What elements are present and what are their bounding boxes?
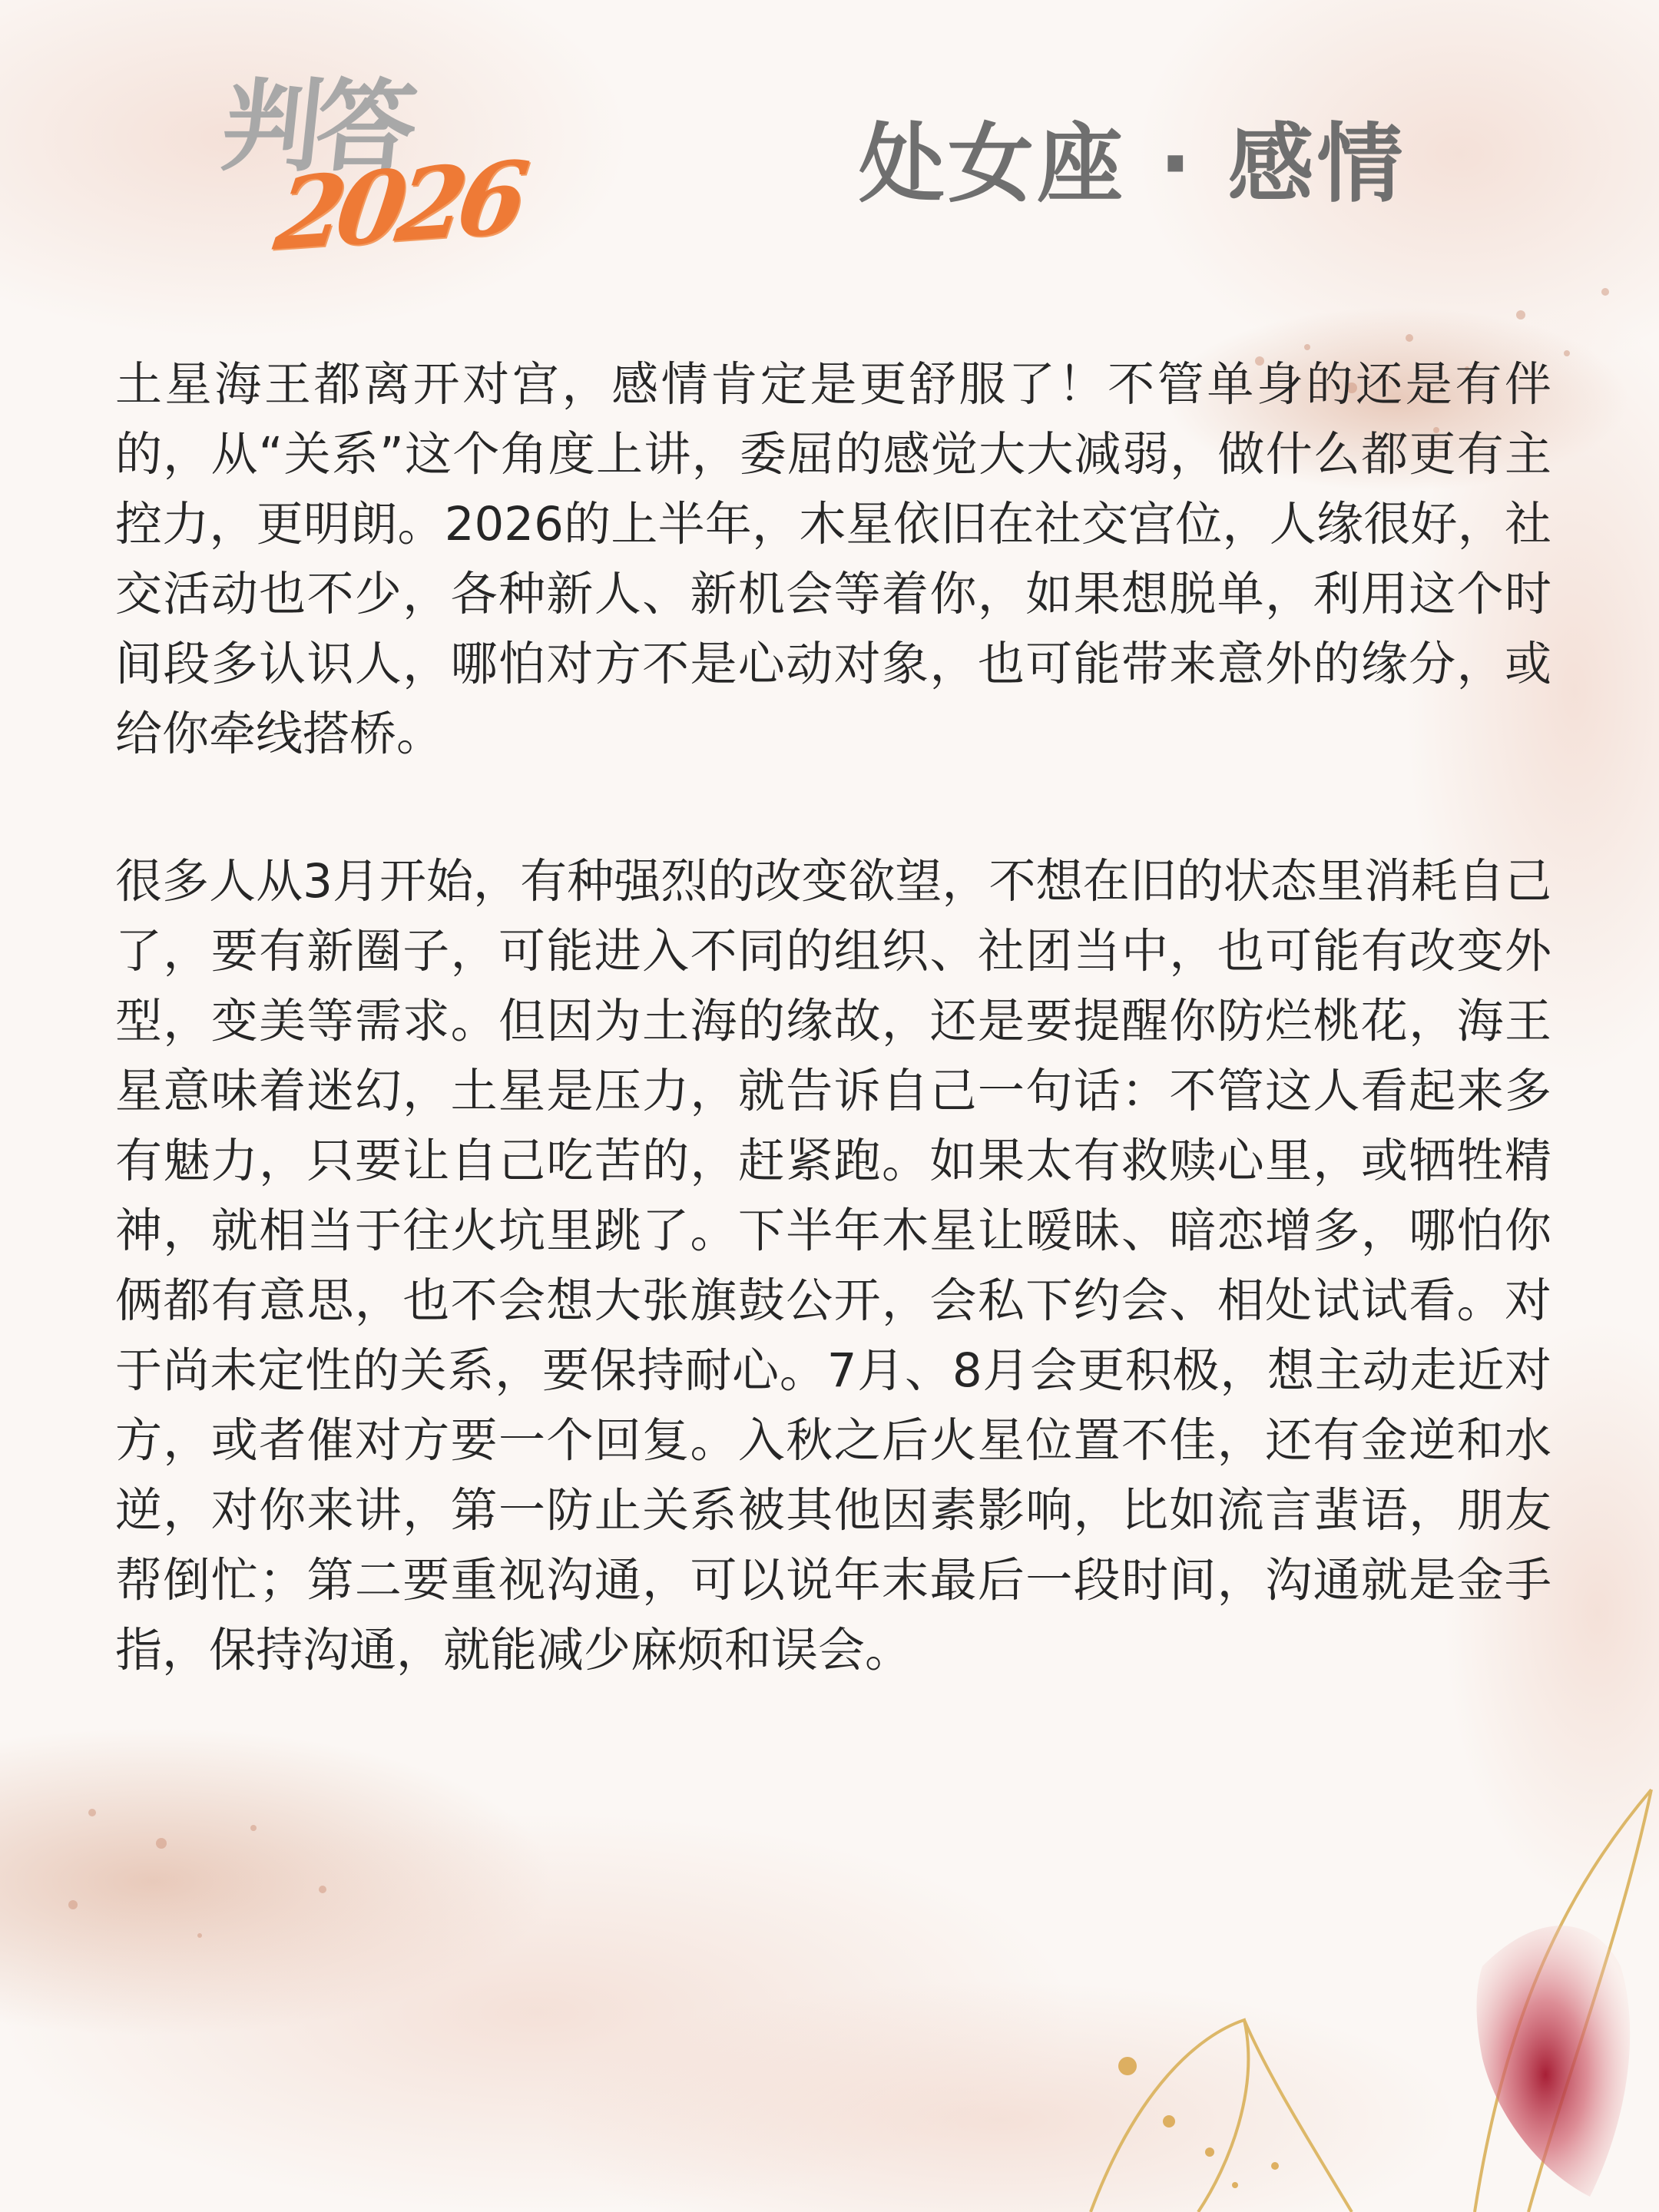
paragraph-2: 很多人从3月开始，有种强烈的改变欲望，不想在旧的状态里消耗自己了，要有新圈子，可能进入不同的组织、社团当中，也可能有改变外型，变美等需求。但因为土海的缘故，还是要提醒你防烂桃花，海王星意味着迷幻，土星是压力，就告诉自己一句话：不管这人看起来多有魅力，只要让自己吃苦的，赶紧跑。如果太有救赎心里，或牺牲精神，就相当于往火坑里跳了。下半年木星让暧昧、暗恋增多，哪怕你俩都有意思，也不会想大张旗鼓公开，会私下约会、相处试试看。对于尚未定性的关系，要保持耐心。7月、8月会更积极，想主动走近对方，或者催对方要一个回复。入秋之后火星位置不佳，还有金逆和水逆，对你来讲，第一防止关系被其他因素影响，比如流言蜚语，朋友帮倒忙；第二要重视沟通，可以说年末最后一段时间，沟通就是金手指，保持沟通，就能减少麻烦和误会。 (115, 854, 1551, 1677)
paragraph-1: 土星海王都离开对宫，感情肯定是更舒服了！不管单身的还是有伴的，从“关系”这个角度上讲，委屈的感觉大大减弱，做什么都更有主控力，更明朗。2026的上半年，木星依旧在社交宫位，人缘很好，社交活动也不少，各种新人、新机会等着你，如果想脱单，利用这个时间段多认识人，哪怕对方不是心动对象，也可能带来意外的缘分，或给你牵线搭桥。 (115, 357, 1551, 761)
page-title: 处女座 · 感情 (859, 114, 1406, 214)
logo-top-text: 判答 (217, 68, 417, 185)
logo-year-text: 2026 (268, 140, 528, 273)
article-body (115, 349, 1551, 1763)
logo (217, 68, 545, 273)
